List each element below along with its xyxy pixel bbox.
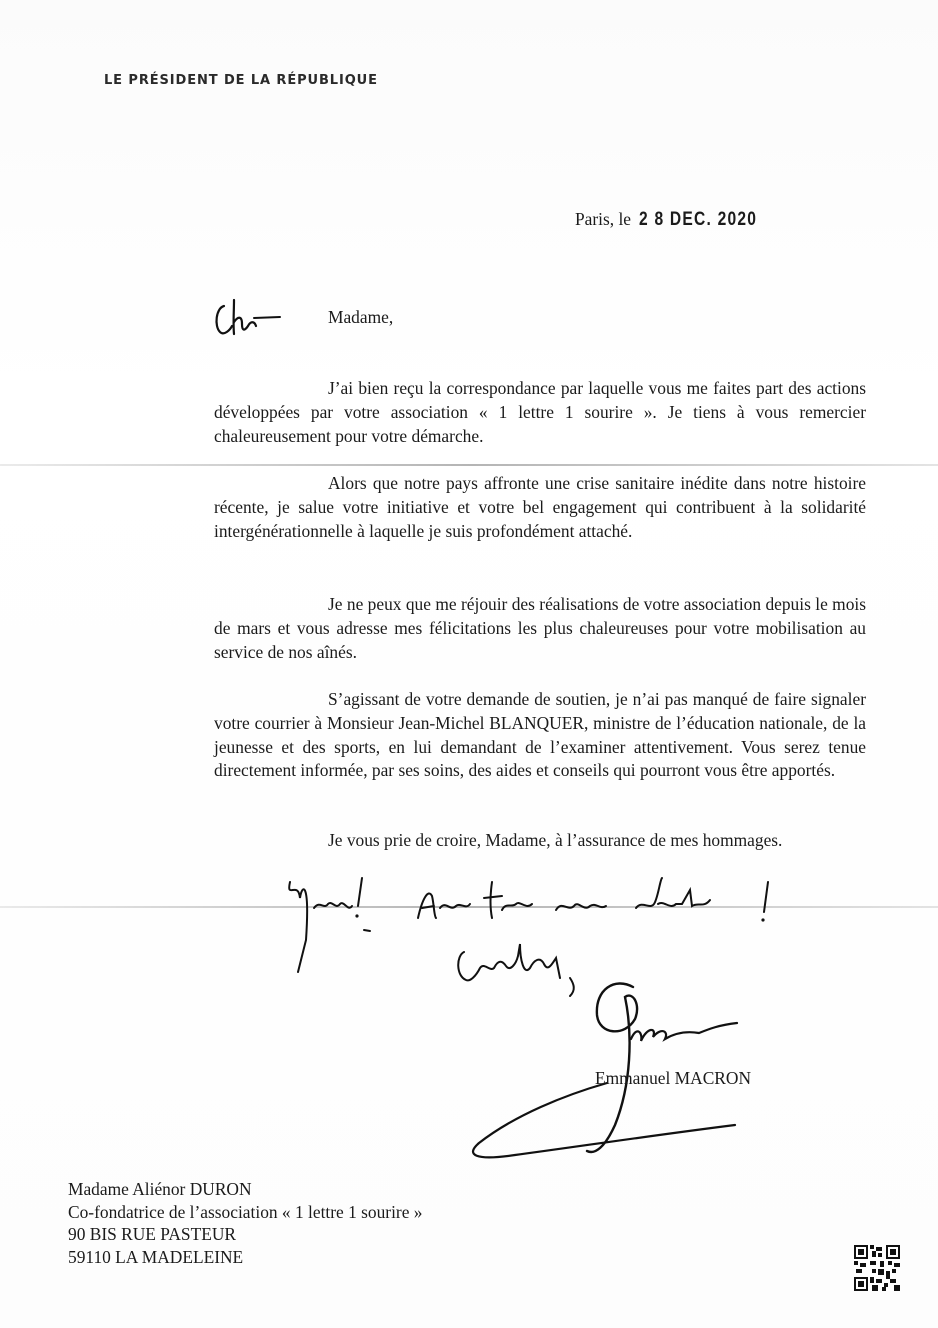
date-line: [575, 208, 784, 232]
date-prefix: Paris, le: [575, 209, 632, 229]
recipient-name: Madame Aliénor DURON: [68, 1179, 252, 1199]
salutation: Madame,: [328, 307, 394, 327]
body-paragraph: J’ai bien reçu la correspondance par laquelle vous me faites part des actions développées par votre association « 1 lettre 1 sourire ». Je tiens à vous remercier chaleureusement pour votre démarche.: [214, 378, 866, 446]
body-paragraph: Alors que notre pays affronte une crise sanitaire inédite dans notre histoire récente, je salue votre initiative et votre bel engagement qui contribuent à la solidarité intergénérationnelle à laquelle je suis profondément attaché.: [214, 473, 866, 541]
handwritten-note-top: [210, 296, 290, 340]
recipient-street: 90 BIS RUE PASTEUR: [68, 1224, 236, 1244]
body-paragraph: S’agissant de votre demande de soutien, je n’ai pas manqué de faire signaler votre courrier à Monsieur Jean-Michel BLANQUER, ministre de l’éducation nationale, de la jeunesse et des sports, en lui demandant de l’examiner attentivement. Vous serez tenue directement informée, par ses soins, des aides et conseils qui pourront vous être apportés.: [214, 689, 866, 781]
paper-fold-line: [0, 464, 938, 466]
recipient-title: Co-fondatrice de l’association « 1 lettre 1 sourire »: [68, 1201, 423, 1222]
qr-code-icon: [854, 1245, 900, 1291]
date-stamp: 2 8 DEC. 2020: [639, 209, 758, 230]
recipient-city: 59110 LA MADELEINE: [68, 1246, 244, 1267]
signatory-name: Emmanuel MACRON: [595, 1068, 752, 1088]
closing-formula: Je vous prie de croire, Madame, à l’assurance de mes hommages.: [328, 830, 783, 850]
body-paragraph: Je ne peux que me réjouir des réalisations de votre association depuis le mois de mars et vous adresse mes félicitations les plus chaleureuses pour votre mobilisation au service de nos aînés.: [214, 594, 866, 662]
recipient-address: [68, 1178, 422, 1268]
letterhead: LE PRÉSIDENT DE LA RÉPUBLIQUE: [104, 73, 378, 88]
